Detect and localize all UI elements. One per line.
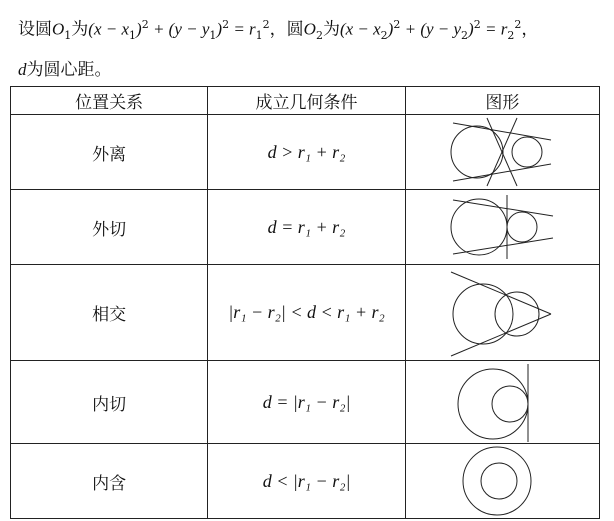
relation-figure xyxy=(405,190,599,265)
header-position: 位置关系 xyxy=(11,87,208,115)
intro-paragraph xyxy=(18,8,608,87)
equation-part: (x − x xyxy=(88,19,130,39)
circle-relations-table xyxy=(10,86,600,519)
internally-tangent-diagram xyxy=(447,362,557,442)
equation-part: = r xyxy=(480,19,508,39)
relation-condition: |r₁ − r₂| < d < r₁ + r₂ xyxy=(208,265,405,361)
relation-figure xyxy=(405,444,599,519)
table-row xyxy=(11,265,600,361)
equation-part: (x − x xyxy=(339,19,381,39)
subscript: 2 xyxy=(507,29,515,43)
circle-o1 xyxy=(451,126,503,178)
equation-part: = r xyxy=(229,19,256,39)
relation-figure xyxy=(405,265,599,361)
intro-text: ， xyxy=(521,19,539,40)
subscript: 2 xyxy=(461,29,469,43)
table-row xyxy=(11,361,600,444)
relation-name: 相交 xyxy=(11,265,208,361)
tangent-line xyxy=(451,314,551,356)
subscript: 2 xyxy=(315,29,323,43)
table-row xyxy=(11,190,600,265)
relation-figure xyxy=(405,115,599,190)
relation-name: 外切 xyxy=(11,190,208,265)
relation-condition: d = r₁ + r₂ xyxy=(208,190,405,265)
subscript: 1 xyxy=(255,29,263,43)
superscript: 2 xyxy=(222,18,230,31)
externally-tangent-diagram xyxy=(447,191,557,263)
table-row xyxy=(11,115,600,190)
table-row xyxy=(11,444,600,519)
subscript: 1 xyxy=(209,29,217,43)
table-header-row xyxy=(11,87,600,115)
superscript: 2 xyxy=(141,18,149,31)
equation-part: ) xyxy=(468,19,474,39)
circle-o2-label: O xyxy=(303,19,316,39)
circle-o2 xyxy=(512,137,542,167)
relation-name: 外离 xyxy=(11,115,208,190)
tangent-line xyxy=(453,123,551,140)
circle-o2 xyxy=(481,463,517,499)
tangent-line xyxy=(453,238,553,254)
header-figure: 图形 xyxy=(405,87,599,115)
circle-o2 xyxy=(507,212,537,242)
superscript: 2 xyxy=(514,18,522,31)
equation-part: ) xyxy=(387,19,394,39)
subscript: 1 xyxy=(129,29,137,43)
subscript: 2 xyxy=(380,29,388,43)
relation-name: 内切 xyxy=(11,361,208,444)
circle-o1-label: O xyxy=(52,19,65,39)
superscript: 2 xyxy=(262,18,270,31)
circle-o2 xyxy=(495,292,539,336)
contained-circles-diagram xyxy=(447,445,557,517)
relation-condition: d > r₁ + r₂ xyxy=(208,115,405,190)
header-condition: 成立几何条件 xyxy=(208,87,405,115)
intersecting-circles-diagram xyxy=(447,268,557,358)
tangent-line xyxy=(453,200,553,216)
intro-text: ，圆 xyxy=(269,19,304,40)
distance-symbol: d xyxy=(18,60,27,80)
intro-text: 设圆 xyxy=(18,19,52,40)
intro-text: 为圆心距。 xyxy=(26,60,112,81)
separate-circles-diagram xyxy=(447,116,557,188)
tangent-line xyxy=(451,272,551,314)
equation-part: + (y − y xyxy=(148,19,210,39)
relation-figure xyxy=(405,361,599,444)
tangent-line xyxy=(453,164,551,181)
equation-part: + (y − y xyxy=(400,19,462,39)
relation-name: 内含 xyxy=(11,444,208,519)
circle-o2 xyxy=(492,386,528,422)
circle-o1 xyxy=(463,447,531,515)
subscript: 1 xyxy=(64,29,72,43)
relation-condition: d < |r₁ − r₂| xyxy=(208,444,405,519)
equation-part: ) xyxy=(216,19,223,39)
circle-o1 xyxy=(458,369,528,439)
relation-condition: d = |r₁ − r₂| xyxy=(208,361,405,444)
intro-text: 为 xyxy=(71,19,89,40)
circle-o1 xyxy=(453,284,513,344)
intro-text: 为 xyxy=(322,19,340,40)
superscript: 2 xyxy=(473,18,481,31)
superscript: 2 xyxy=(393,18,401,31)
equation-part: ) xyxy=(136,19,142,39)
